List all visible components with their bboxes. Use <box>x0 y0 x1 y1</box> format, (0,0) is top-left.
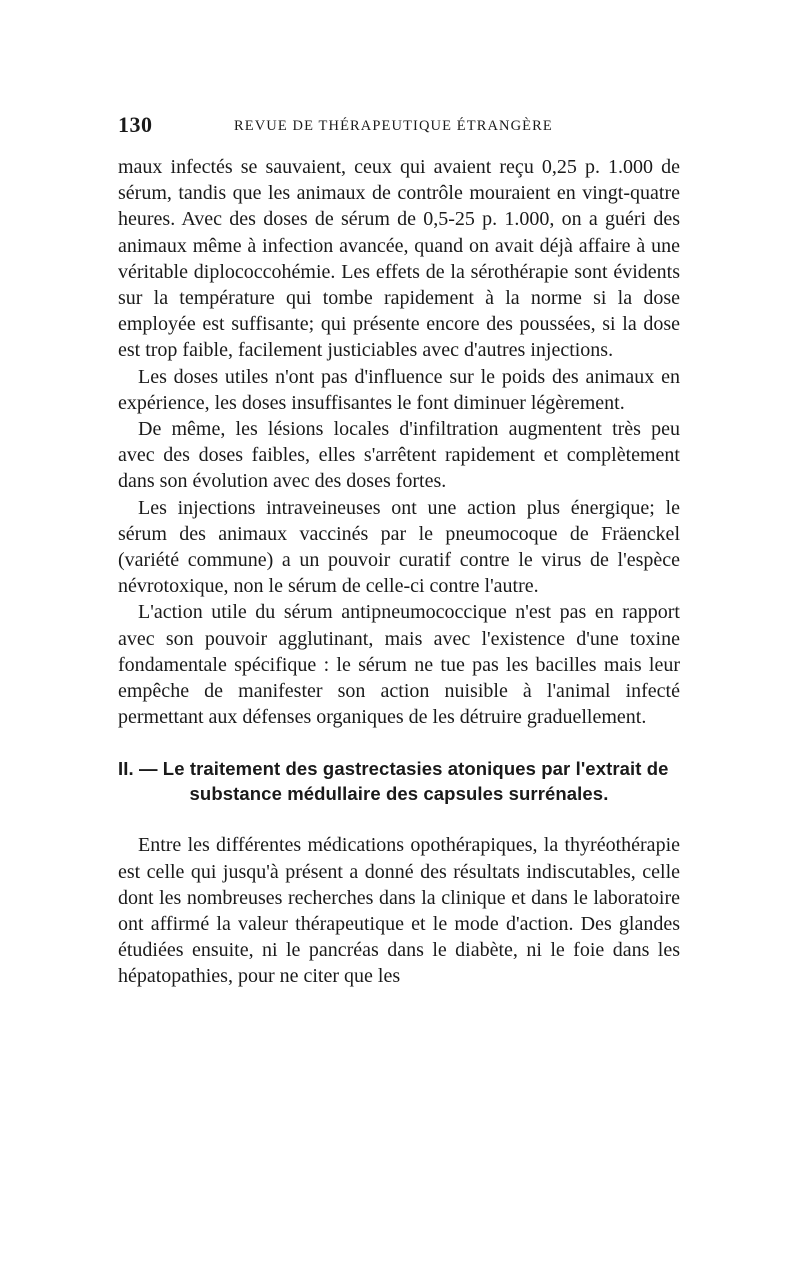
section-heading <box>118 756 680 806</box>
section-heading-line-2: substance médullaire des capsules surrénales. <box>189 783 609 805</box>
page-header <box>118 112 680 146</box>
section-paragraph: Entre les différentes médications opothérapiques, la thyréothérapie est celle qui jusqu'à présent a donné des résultats indiscutables, celle dont les nombreuses recherches dans la clinique et dans le laboratoire ont affirmé la valeur thérapeutique et le mode d'action. Des glandes étudiées ensuite, ni le pancréas dans le diabète, ni le foie dans les hépatopathies, pour ne citer que les <box>118 834 680 988</box>
book-page <box>118 112 680 990</box>
paragraph-weight: Les doses utiles n'ont pas d'influence sur le poids des animaux en expérience, les doses insuffisantes le font diminuer légèrement. <box>118 365 680 414</box>
paragraph-continued: maux infectés se sauvaient, ceux qui avaient reçu 0,25 p. 1.000 de sérum, tandis que les animaux de contrôle mouraient en vingt-quatre heures. Avec des doses de sérum de 0,5-25 p. 1.000, on a guéri des animaux même à infection avancée, quand on avait déjà affaire à une véritable diplococcohémie. Les effets de la sérothérapie sont évidents sur la température qui tombe rapidement à la norme si la dose employée est suffisante; qui présente encore des poussées, si la dose est trop faible, facilement justiciables avec d'autres injections. <box>118 156 680 362</box>
body-text <box>118 154 680 730</box>
page-number: 130 <box>118 112 153 137</box>
section-heading-line-1: II. — Le traitement des gastrectasies atoniques par l'extrait de <box>118 758 669 780</box>
running-title: REVUE DE THÉRAPEUTIQUE ÉTRANGÈRE <box>234 118 553 134</box>
paragraph-action: L'action utile du sérum antipneumococcique n'est pas en rapport avec son pouvoir agglutinant, mais avec l'existence d'une toxine fondamentale spécifique : le sérum ne tue pas les bacilles mais leur empêche de manifester son action nuisible à l'animal infecté permettant aux défenses organiques de les détruire graduellement. <box>118 601 680 729</box>
paragraph-lesions: De même, les lésions locales d'infiltration augmentent très peu avec des doses faibles, elles s'arrêtent rapidement et complètement dans son évolution avec des doses fortes. <box>118 418 680 493</box>
paragraph-intravenous: Les injections intraveineuses ont une action plus énergique; le sérum des animaux vaccinés par le pneumocoque de Fräenckel (variété commune) a un pouvoir curatif contre le virus de l'espèce névrotoxique, non le sérum de celle-ci contre l'autre. <box>118 496 680 598</box>
